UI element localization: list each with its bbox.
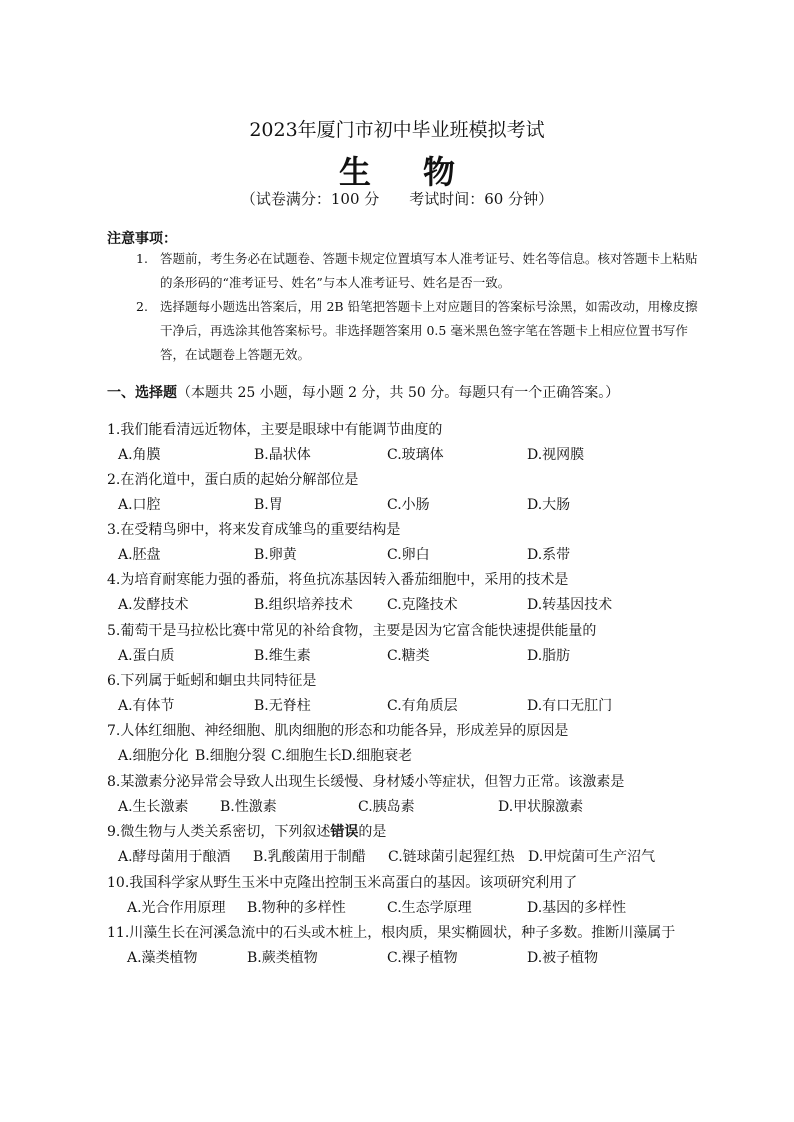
question-stem: 10.我国科学家从野生玉米中克隆出控制玉米高蛋白的基因。该项研究利用了 (107, 875, 578, 891)
option: C.胰岛素 (358, 799, 415, 815)
option: C.细胞生长 (271, 748, 342, 764)
option: B.物种的多样性 (247, 900, 346, 916)
notice-text: 答题前，考生务必在试题卷、答题卡规定位置填写本人准考证号、姓名等信息。核对答题卡上粘贴的条形码的“准考证号、姓名”与本人准考证号、姓名是否一致。 (160, 251, 698, 290)
question-stem: 1.我们能看清远近物体，主要是眼球中有能调节曲度的 (107, 422, 443, 438)
option: A.发酵技术 (118, 597, 189, 613)
option: D.有口无肛门 (527, 698, 613, 714)
notice-text: 选择题每小题选出答案后，用 2B 铅笔把答题卡上对应题目的答案标号涂黑，如需改动，用橡皮擦干净后，再选涂其他答案标号。非选择题答案用 0.5 毫米黑色签字笔在答题卡上相应位置书写作答，在试题卷上答题无效。 (160, 299, 698, 362)
notice-heading: 注意事项： (107, 231, 177, 247)
section-heading (107, 382, 619, 402)
question-stem: 2.在消化道中，蛋白质的起始分解部位是 (107, 472, 359, 488)
option: B.细胞分裂 (195, 748, 266, 764)
option: B.组织培养技术 (254, 597, 353, 613)
notice-item (136, 247, 706, 297)
option: B.性激素 (220, 799, 277, 815)
question-stem: 11.川藻生长在河溪急流中的石头或木桩上，根肉质，果实椭圆状，种子多数。推断川藻属于 (107, 925, 676, 941)
option: A.蛋白质 (118, 648, 175, 664)
option: D.系带 (527, 547, 571, 563)
option: D.被子植物 (527, 950, 599, 966)
question-stem: 7.人体红细胞、神经细胞、肌肉细胞的形态和功能各异，形成差异的原因是 (107, 723, 569, 739)
option: A.口腔 (118, 497, 161, 513)
notice-number: 1. (136, 251, 148, 266)
question-stem: 8.某激素分泌异常会导致人出现生长缓慢、身材矮小等症状，但智力正常。该激素是 (107, 774, 625, 790)
option: C.链球菌引起猩红热 (388, 849, 515, 865)
section-title: 一、选择题 (107, 385, 177, 401)
option: A.藻类植物 (127, 950, 198, 966)
option: A.光合作用原理 (127, 900, 226, 916)
notice-item (136, 295, 706, 370)
option: B.蕨类植物 (247, 950, 318, 966)
option: C.裸子植物 (387, 950, 458, 966)
question-stem: 5.葡萄干是马拉松比赛中常见的补给食物，主要是因为它富含能快速提供能量的 (107, 623, 597, 639)
exam-title: 2023年厦门市初中毕业班模拟考试 (249, 119, 545, 141)
option: B.维生素 (254, 648, 311, 664)
option: D.转基因技术 (527, 597, 613, 613)
option: D.细胞衰老 (341, 748, 413, 764)
option: A.生长激素 (118, 799, 189, 815)
option: D.视网膜 (527, 447, 585, 463)
option: D.基因的多样性 (527, 900, 627, 916)
option: B.胃 (254, 497, 283, 513)
question-stem: 4.为培育耐寒能力强的番茄，将鱼抗冻基因转入番茄细胞中，采用的技术是 (107, 572, 569, 588)
option: C.克隆技术 (387, 597, 458, 613)
option: D.甲状腺激素 (498, 799, 584, 815)
stem-emphasis: 错误 (330, 824, 359, 840)
option: C.卵白 (387, 547, 430, 563)
stem-text: 9.微生物与人类关系密切，下列叙述 (107, 824, 331, 840)
exam-info: （试卷满分：100 分 考试时间：60 分钟） (240, 190, 554, 208)
option: C.小肠 (387, 497, 430, 513)
stem-text: 的是 (358, 824, 387, 840)
option: D.大肠 (527, 497, 571, 513)
option: A.细胞分化 (118, 748, 189, 764)
option: A.酵母菌用于酿酒 (118, 849, 231, 865)
option: A.角膜 (118, 447, 161, 463)
notice-number: 2. (136, 299, 148, 314)
question-stem: 6.下列属于蚯蚓和蛔虫共同特征是 (107, 673, 317, 689)
option: B.无脊柱 (254, 698, 311, 714)
section-description: （本题共 25 小题，每小题 2 分，共 50 分。每题只有一个正确答案。） (177, 385, 620, 401)
question-stem (107, 821, 386, 841)
option: A.有体节 (118, 698, 175, 714)
option: C.玻璃体 (387, 447, 444, 463)
question-stem: 3.在受精鸟卵中，将来发育成雏鸟的重要结构是 (107, 522, 401, 538)
option: A.胚盘 (118, 547, 161, 563)
option: D.脂肪 (527, 648, 571, 664)
option: C.生态学原理 (387, 900, 472, 916)
option: B.卵黄 (254, 547, 297, 563)
option: C.有角质层 (387, 698, 458, 714)
option: C.糖类 (387, 648, 430, 664)
option: B.乳酸菌用于制醋 (253, 849, 366, 865)
option: B.晶状体 (254, 447, 311, 463)
option: D.甲烷菌可生产沼气 (528, 849, 656, 865)
subject-title: 生物 (338, 153, 507, 191)
